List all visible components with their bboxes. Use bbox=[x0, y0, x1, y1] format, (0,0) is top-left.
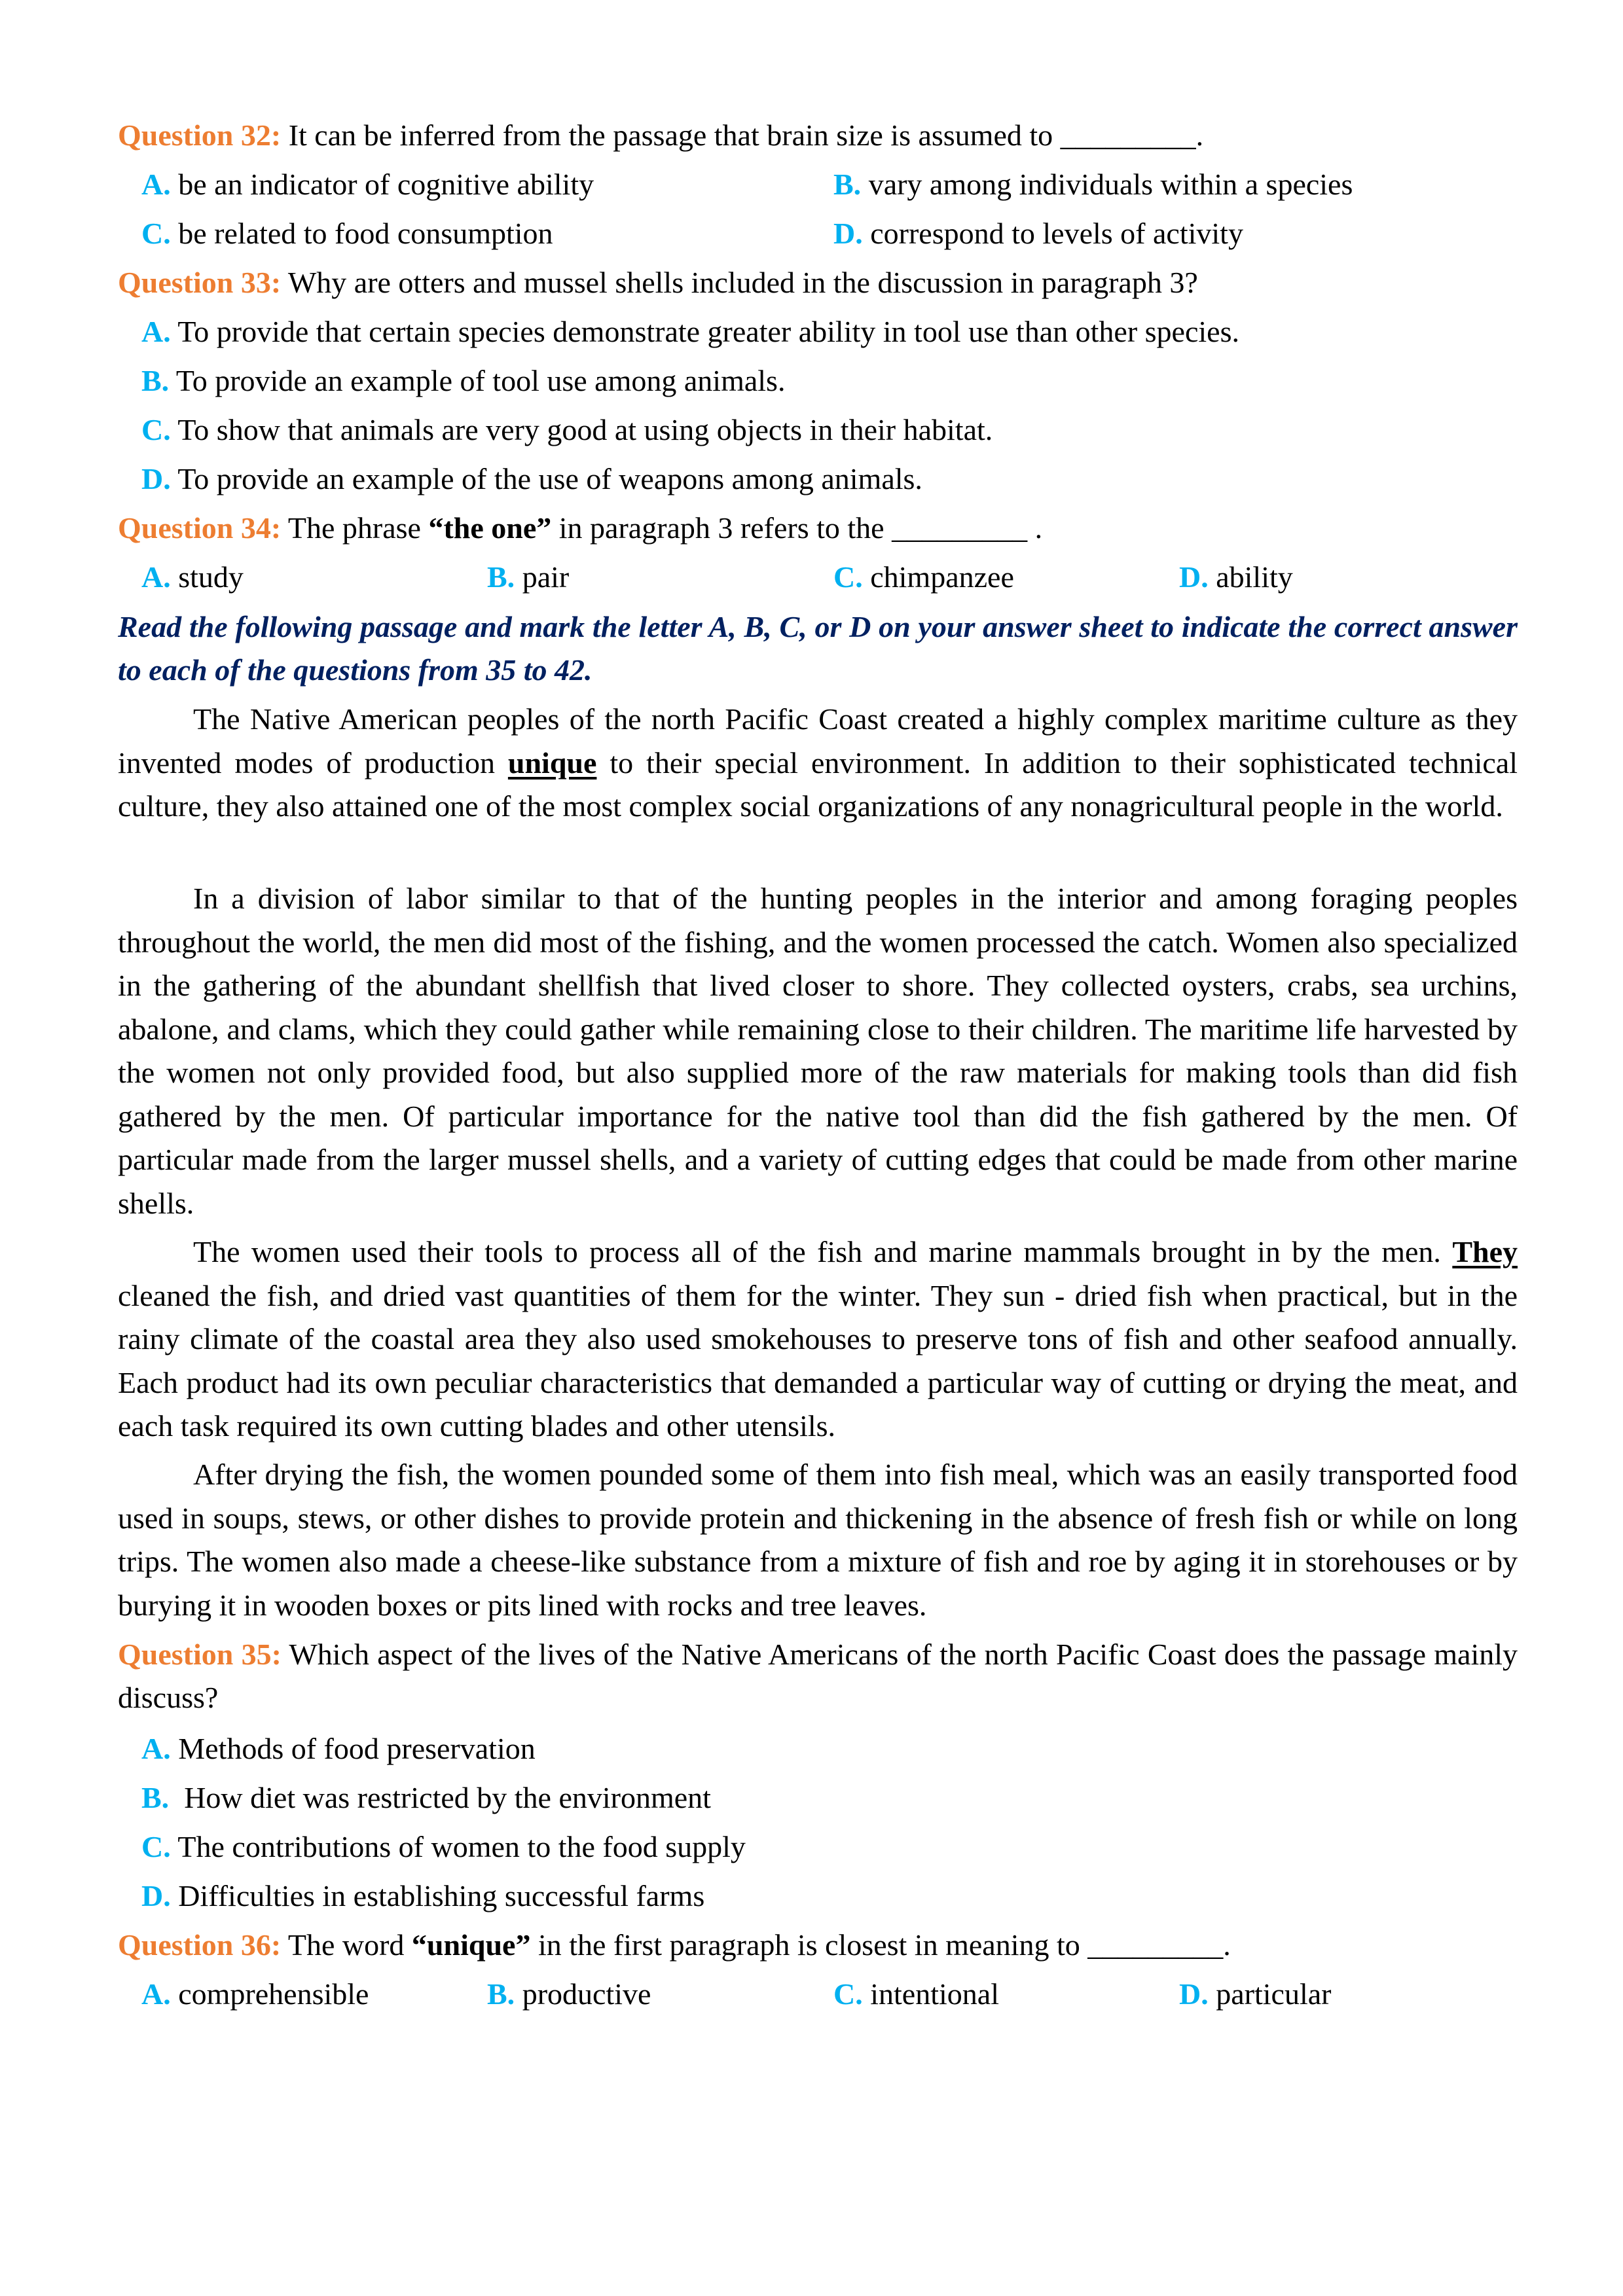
option-d[interactable] bbox=[833, 209, 1243, 258]
option-content bbox=[141, 1725, 536, 1773]
option-content bbox=[141, 1774, 711, 1822]
option-text: To provide an example of tool use among animals. bbox=[169, 364, 786, 397]
question-label: Question 35: bbox=[118, 1638, 282, 1671]
option-b[interactable] bbox=[487, 1970, 651, 2018]
option-letter: D. bbox=[1179, 1977, 1209, 2011]
option-content bbox=[141, 357, 785, 405]
option-letter: B. bbox=[487, 1977, 515, 2011]
option-text: pair bbox=[515, 560, 570, 594]
option-text: vary among individuals within a species bbox=[861, 168, 1353, 201]
question-34 bbox=[118, 504, 1518, 552]
passage-paragraph-4: After drying the fish, the women pounded some of them into fish meal, which was an easily transported food used in soups, stews, or other dishes to provide protein and thickening in the absence of fresh fish or while on long trips. The women also made a cheese-like substance from a mixture of fish and roe by aging it in storehouses or by burying it in wooden boxes or pits lined with rocks and tree leaves. bbox=[118, 1458, 1518, 1622]
question-label: Question 33: bbox=[118, 266, 282, 299]
option-text: How diet was restricted by the environment bbox=[169, 1781, 711, 1814]
option-letter: D. bbox=[141, 462, 171, 495]
question-label: Question 34: bbox=[118, 511, 282, 545]
option-letter: A. bbox=[141, 315, 171, 348]
option-content bbox=[141, 1823, 746, 1871]
option-letter: B. bbox=[487, 560, 515, 594]
option-b[interactable] bbox=[833, 160, 1353, 209]
option-a[interactable] bbox=[141, 160, 594, 209]
option-text: be an indicator of cognitive ability bbox=[170, 168, 594, 201]
option-content bbox=[141, 1872, 704, 1920]
option-letter: A. bbox=[141, 560, 171, 594]
option-letter: C. bbox=[833, 1977, 863, 2011]
option-a[interactable] bbox=[141, 553, 244, 601]
question-text: Which aspect of the lives of the Native Americans of the north Pacific Coast does the passage mainly discuss? bbox=[118, 1638, 1518, 1714]
question-36 bbox=[118, 1921, 1518, 1969]
option-text: Methods of food preservation bbox=[170, 1732, 536, 1765]
quoted-phrase: “the one” bbox=[428, 511, 552, 545]
passage-paragraph-1 bbox=[118, 698, 1518, 829]
option-d[interactable] bbox=[1179, 553, 1293, 601]
option-text: Difficulties in establishing successful farms bbox=[170, 1879, 705, 1912]
question-text: It can be inferred from the passage that brain size is assumed to _________. bbox=[281, 118, 1204, 152]
option-letter: C. bbox=[141, 217, 171, 250]
option-text: comprehensible bbox=[170, 1977, 369, 2011]
question-text: Why are otters and mussel shells included in the discussion in paragraph 3? bbox=[281, 266, 1198, 299]
paragraph-text: The Native American peoples of the north Pacific Coast created a highly complex maritime culture as they invented modes of production bbox=[118, 702, 1518, 780]
quoted-word: “unique” bbox=[411, 1928, 531, 1962]
option-letter: D. bbox=[1179, 560, 1209, 594]
option-letter: A. bbox=[141, 1732, 171, 1765]
question-text: The phrase bbox=[281, 511, 429, 545]
option-letter: B. bbox=[141, 1781, 170, 1814]
option-text: The contributions of women to the food supply bbox=[170, 1830, 746, 1863]
question-33 bbox=[118, 259, 1518, 307]
option-text: productive bbox=[515, 1977, 651, 2011]
option-letter: D. bbox=[833, 217, 863, 250]
section-instruction: Read the following passage and mark the letter A, B, C, or D on your answer sheet to indicate the correct answer to each of the questions from 35 to 42. bbox=[118, 610, 1518, 687]
question-text: in the first paragraph is closest in meaning to _________. bbox=[530, 1928, 1231, 1962]
question-label: Question 36: bbox=[118, 1928, 282, 1962]
option-d[interactable] bbox=[1179, 1970, 1331, 2018]
underlined-word: They bbox=[1452, 1235, 1518, 1268]
option-text: correspond to levels of activity bbox=[862, 217, 1243, 250]
option-letter: C. bbox=[141, 413, 171, 446]
option-text: To provide that certain species demonstrate greater ability in tool use than other species. bbox=[170, 315, 1239, 348]
option-letter: A. bbox=[141, 1977, 171, 2011]
passage-paragraph-2: In a division of labor similar to that of the hunting peoples in the interior and among foraging peoples throughout the world, the men did most of the fishing, and the women processed the catch. Women also specialized in the gathering of the abundant shellfish that lived closer to shore. They collected oysters, crabs, sea urchins, abalone, and clams, which they could gather while remaining close to their children. The maritime life harvested by the women not only provided food, but also supplied more of the raw materials for making tools than did fish gathered by the men. Of particular importance for the native tool than did the fish gathered by the men. Of particular made from the larger mussel shells, and a variety of cutting edges that could be made from other marine shells. bbox=[118, 882, 1518, 1220]
question-text: The word bbox=[281, 1928, 412, 1962]
option-text: To provide an example of the use of weapons among animals. bbox=[170, 462, 922, 495]
option-c[interactable] bbox=[833, 1970, 999, 2018]
question-32 bbox=[118, 111, 1518, 160]
option-a[interactable] bbox=[141, 1970, 369, 2018]
option-content bbox=[141, 406, 993, 454]
paragraph-text: cleaned the fish, and dried vast quantities of them for the winter. They sun - dried fish when practical, but in the rainy climate of the coastal area they also used smokehouses to preserve tons of fish and other seafood annually. Each product had its own peculiar characteristics that demanded a particular way of cutting or drying the meat, and each task required its own cutting blades and other utensils. bbox=[118, 1278, 1518, 1443]
option-letter: C. bbox=[833, 560, 863, 594]
option-letter: B. bbox=[141, 364, 170, 397]
option-b[interactable] bbox=[487, 553, 569, 601]
option-c[interactable] bbox=[833, 553, 1014, 601]
question-text: in paragraph 3 refers to the _________ . bbox=[551, 511, 1043, 545]
passage-paragraph-3 bbox=[118, 1230, 1518, 1448]
option-letter: C. bbox=[141, 1830, 171, 1863]
option-text: study bbox=[170, 560, 244, 594]
option-text: be related to food consumption bbox=[170, 217, 553, 250]
option-letter: D. bbox=[141, 1879, 171, 1912]
option-content bbox=[141, 308, 1239, 356]
option-content bbox=[141, 455, 922, 503]
question-label: Question 32: bbox=[118, 118, 282, 152]
option-text: ability bbox=[1208, 560, 1293, 594]
option-text: particular bbox=[1208, 1977, 1332, 2011]
option-letter: B. bbox=[833, 168, 862, 201]
underlined-word: unique bbox=[507, 745, 597, 780]
option-c[interactable] bbox=[141, 209, 553, 258]
option-text: chimpanzee bbox=[862, 560, 1014, 594]
paragraph-text: The women used their tools to process all of the fish and marine mammals brought in by the men. bbox=[193, 1235, 1453, 1268]
option-text: To show that animals are very good at using objects in their habitat. bbox=[170, 413, 993, 446]
question-35 bbox=[118, 1633, 1518, 1719]
option-text: intentional bbox=[862, 1977, 999, 2011]
paragraph-text: to their special environment. In addition to their sophisticated technical culture, they also attained one of the most complex social organizations of any nonagricultural people in the world. bbox=[118, 745, 1518, 823]
option-letter: A. bbox=[141, 168, 171, 201]
